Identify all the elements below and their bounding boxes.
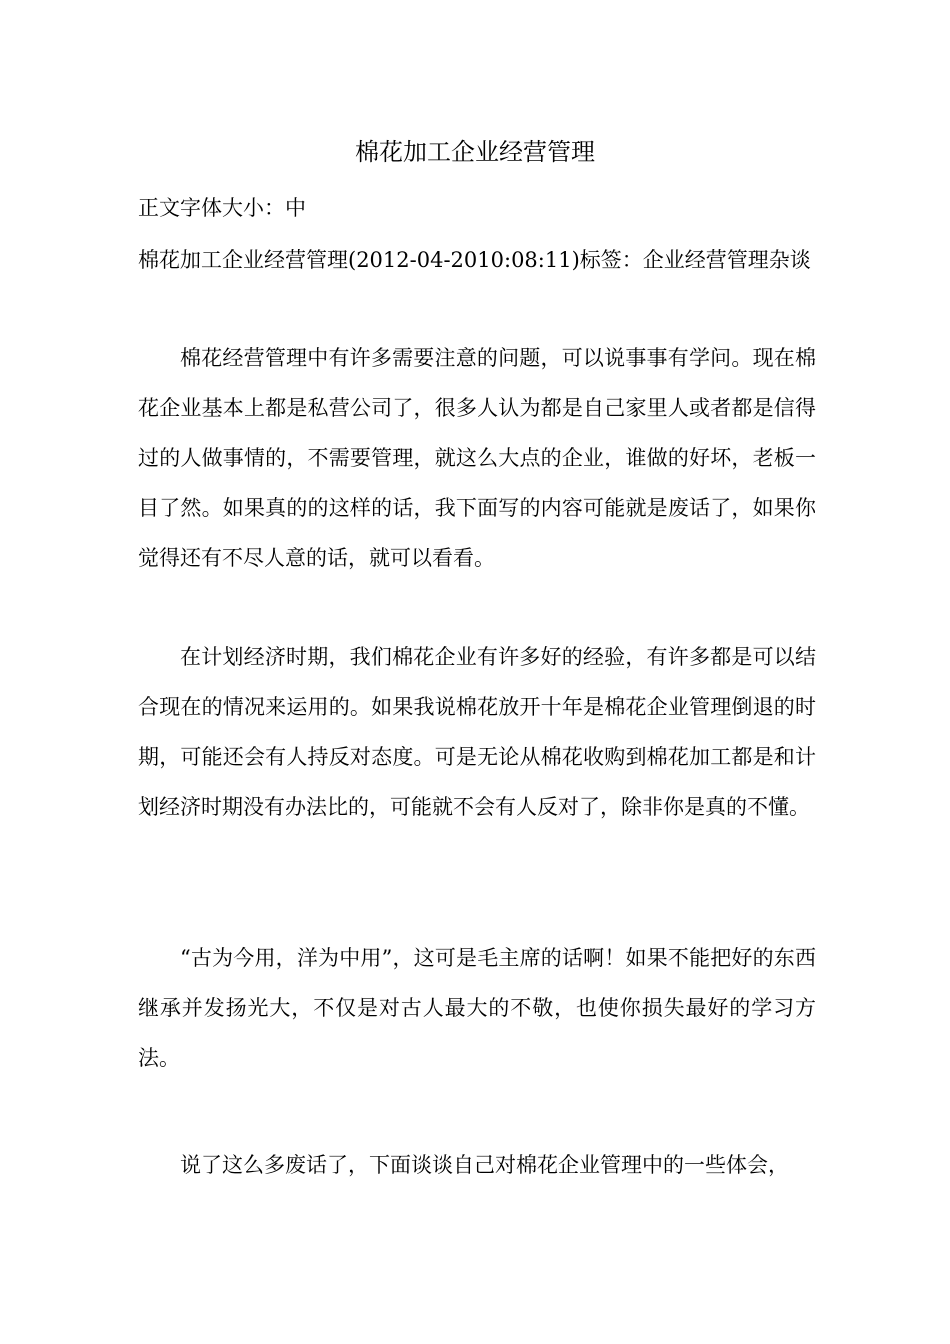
font-size-line: 正文字体大小：中 — [138, 196, 306, 220]
post-info-line: 棉花加工企业经营管理(2012-04-2010:08:11)标签：企业经营管理杂谈 — [138, 248, 811, 272]
body-paragraph: 棉花经营管理中有许多需要注意的问题，可以说事事有学问。现在棉花企业基本上都是私营公司了，很多人认为都是自己家里人或者都是信得过的人做事情的，不需要管理，就这么大点的企业，谁做的好坏，老板一目了然。如果真的的这样的话，我下面写的内容可能就是废话了，如果你觉得还有不尽人意的话，就可以看看。 — [138, 346, 816, 570]
body-paragraph: 说了这么多废话了，下面谈谈自己对棉花企业管理中的一些体会， — [180, 1153, 789, 1177]
document-title: 棉花加工企业经营管理 — [355, 138, 595, 166]
body-paragraph: 在计划经济时期，我们棉花企业有许多好的经验，有许多都是可以结合现在的情况来运用的。如果我说棉花放开十年是棉花企业管理倒退的时期，可能还会有人持反对态度。可是无论从棉花收购到棉花加工都是和计划经济时期没有办法比的，可能就不会有人反对了，除非你是真的不懂。 — [138, 645, 816, 819]
body-paragraph: “古为今用，洋为中用”，这可是毛主席的话啊！如果不能把好的东西继承并发扬光大，不仅是对古人最大的不敬，也使你损失最好的学习方法。 — [138, 946, 816, 1070]
